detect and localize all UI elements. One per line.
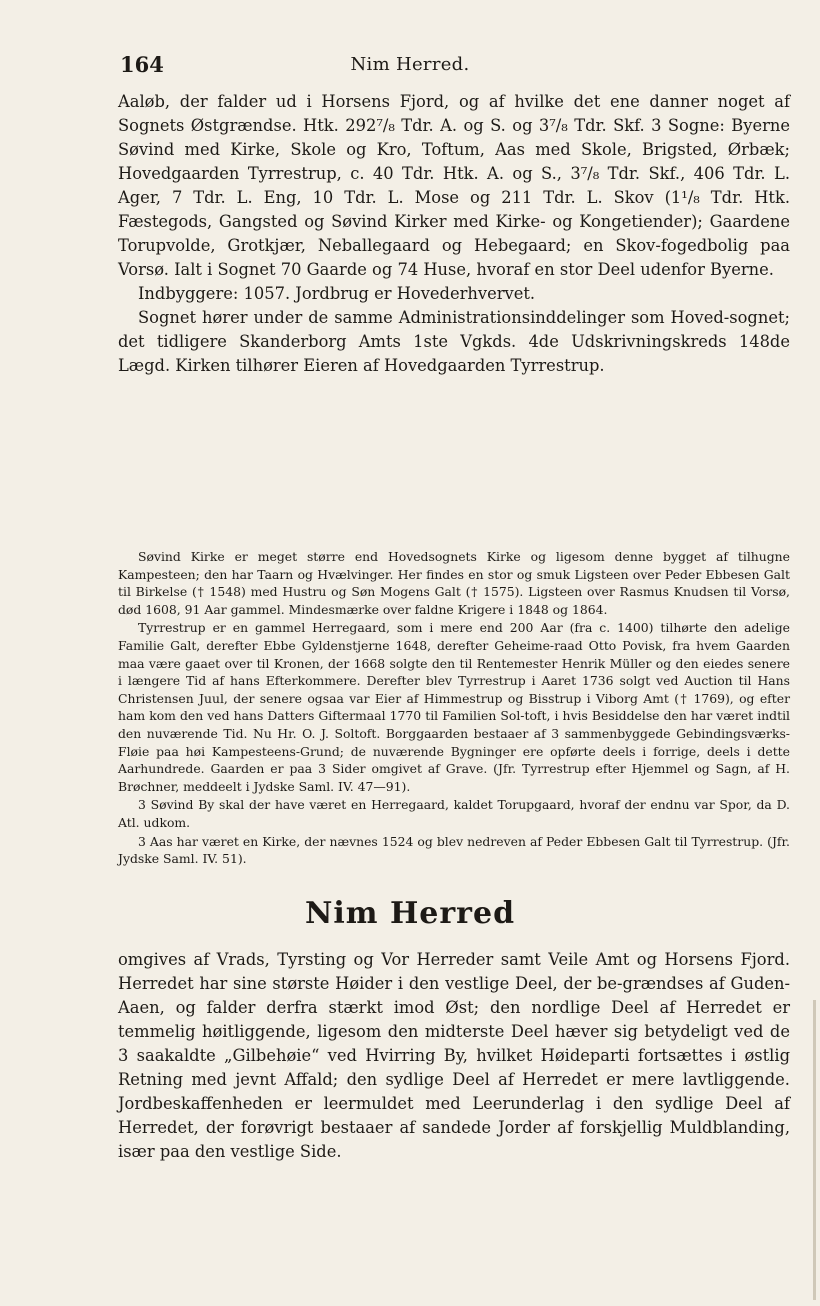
running-header bbox=[0, 52, 820, 78]
page-edge-shadow bbox=[813, 1000, 816, 1300]
page-number: 164 bbox=[120, 52, 164, 77]
main-text-block bbox=[118, 90, 790, 378]
note-paragraph: Søvind Kirke er meget større end Hovedsognets Kirke og ligesom denne bygget af tilhugne Kampesteen; den har Taarn og Hvælvinger. Her findes en stor og smuk Ligsteen over Peder Ebbesen Galt til Birkelse († 1548) med Hustru og Søn Mogens Galt († 1575). Ligsteen over Rasmus Knudsen til Vorsø, død 1608, 91 Aar gammel. Mindesmærke over faldne Krigere i 1848 og 1864. bbox=[118, 549, 790, 617]
footnotes-block bbox=[118, 548, 790, 869]
paragraph: Sognet hører under de samme Administrationsinddelinger som Hoved-sognet; det tidligere Skanderborg Amts 1ste Vgkds. 4de Udskrivningskreds 148de Lægd. Kirken tilhører Eieren af Hovedgaarden Tyrrestrup. bbox=[118, 308, 790, 375]
paragraph: omgives af Vrads, Tyrsting og Vor Herreder samt Veile Amt og Horsens Fjord. Herredet har sine største Høider i den vestlige Deel, der be-grændses af Guden-Aaen, og falder derfra stærkt imod Øst; den nordlige Deel af Herredet er temmelig høitliggende, ligesom den midterste Deel hæver sig betydeligt ved de 3 saakaldte „Gilbehøie“ ved Hvirring By, hvilket Høideparti fortsættes i østlig Retning med jevnt Affald; den sydlige Deel af Herredet er mere lavtliggende. Jordbeskaffenheden er leermuldet med Leerunderlag i den sydlige Deel af Herredet, der forøvrigt bestaaer af sandede Jorder af forskjellig Muldblanding, især paa den vestlige Side. bbox=[118, 950, 790, 1161]
note-paragraph: 3 Aas har været en Kirke, der nævnes 1524 og blev nedreven af Peder Ebbesen Galt til Tyrrestrup. (Jfr. Jydske Saml. IV. 51). bbox=[118, 833, 790, 867]
note-paragraph: Tyrrestrup er en gammel Herregaard, som i mere end 200 Aar (fra c. 1400) tilhørte den adelige Familie Galt, derefter Ebbe Gyldenstjerne 1648, derefter Geheime-raad Otto Povisk, fra hvem Gaarden maa være gaaet over til Kronen, der 1668 solgte den til Rentemester Henrik Müller og den eiedes senere i længere Tid af hans Efterkommere. Derefter blev Tyrrestrup i Aaret 1736 solgt ved Auction til Hans Christensen Juul, der senere ogsaa var Eier af Himmestrup og Bisstrup i Viborg Amt († 1769), og efter ham kom den ved hans Datters Giftermaal 1770 til Familien Sol-toft, i hvis Besiddelse den har været indtil den nuværende Tid. Nu Hr. O. J. Soltoft. Borggaarden bestaaer af 3 sammenbyggede Gebindingsværks-Fløie paa høi Kampesteens-Grund; de nuværende Bygninger ere opførte deels i forrige, deels i dette Aarhundrede. Gaarden er paa 3 Sider omgivet af Grave. (Jfr. Tyrrestrup efter Hjemmel og Sagn, af H. Brøchner, meddeelt i Jydske Saml. IV. 47—91). bbox=[118, 620, 790, 794]
section-heading: Nim Herred bbox=[304, 896, 516, 931]
note-paragraph: 3 Søvind By skal der have været en Herregaard, kaldet Torupgaard, hvoraf der endnu var Spor, da D. Atl. udkom. bbox=[118, 797, 790, 830]
paragraph: Indbyggere: 1057. Jordbrug er Hovederhvervet. bbox=[138, 284, 536, 303]
section-text-block bbox=[118, 948, 790, 1164]
running-title: Nim Herred. bbox=[350, 54, 470, 75]
paragraph: Aaløb, der falder ud i Horsens Fjord, og af hvilke det ene danner noget af Sognets Østgrændse. Htk. 292⁷/₈ Tdr. A. og S. og 3⁷/₈ Tdr. Skf. 3 Sogne: Byerne Søvind med Kirke, Skole og Kro, Toftum, Aas med Skole, Brigsted, Ørbæk; Hovedgaarden Tyrrestrup, c. 40 Tdr. Htk. A. og S., 3⁷/₈ Tdr. Skf., 406 Tdr. L. Ager, 7 Tdr. L. Eng, 10 Tdr. L. Mose og 211 Tdr. L. Skov (1¹/₈ Tdr. Htk. Fæstegods, Gangsted og Søvind Kirker med Kirke- og Kongetiender); Gaardene Torupvolde, Grotkjær, Neballegaard og Hebegaard; en Skov-fogedbolig paa Vorsø. Ialt i Sognet 70 Gaarde og 74 Huse, hvoraf en stor Deel udenfor Byerne. bbox=[118, 92, 790, 279]
